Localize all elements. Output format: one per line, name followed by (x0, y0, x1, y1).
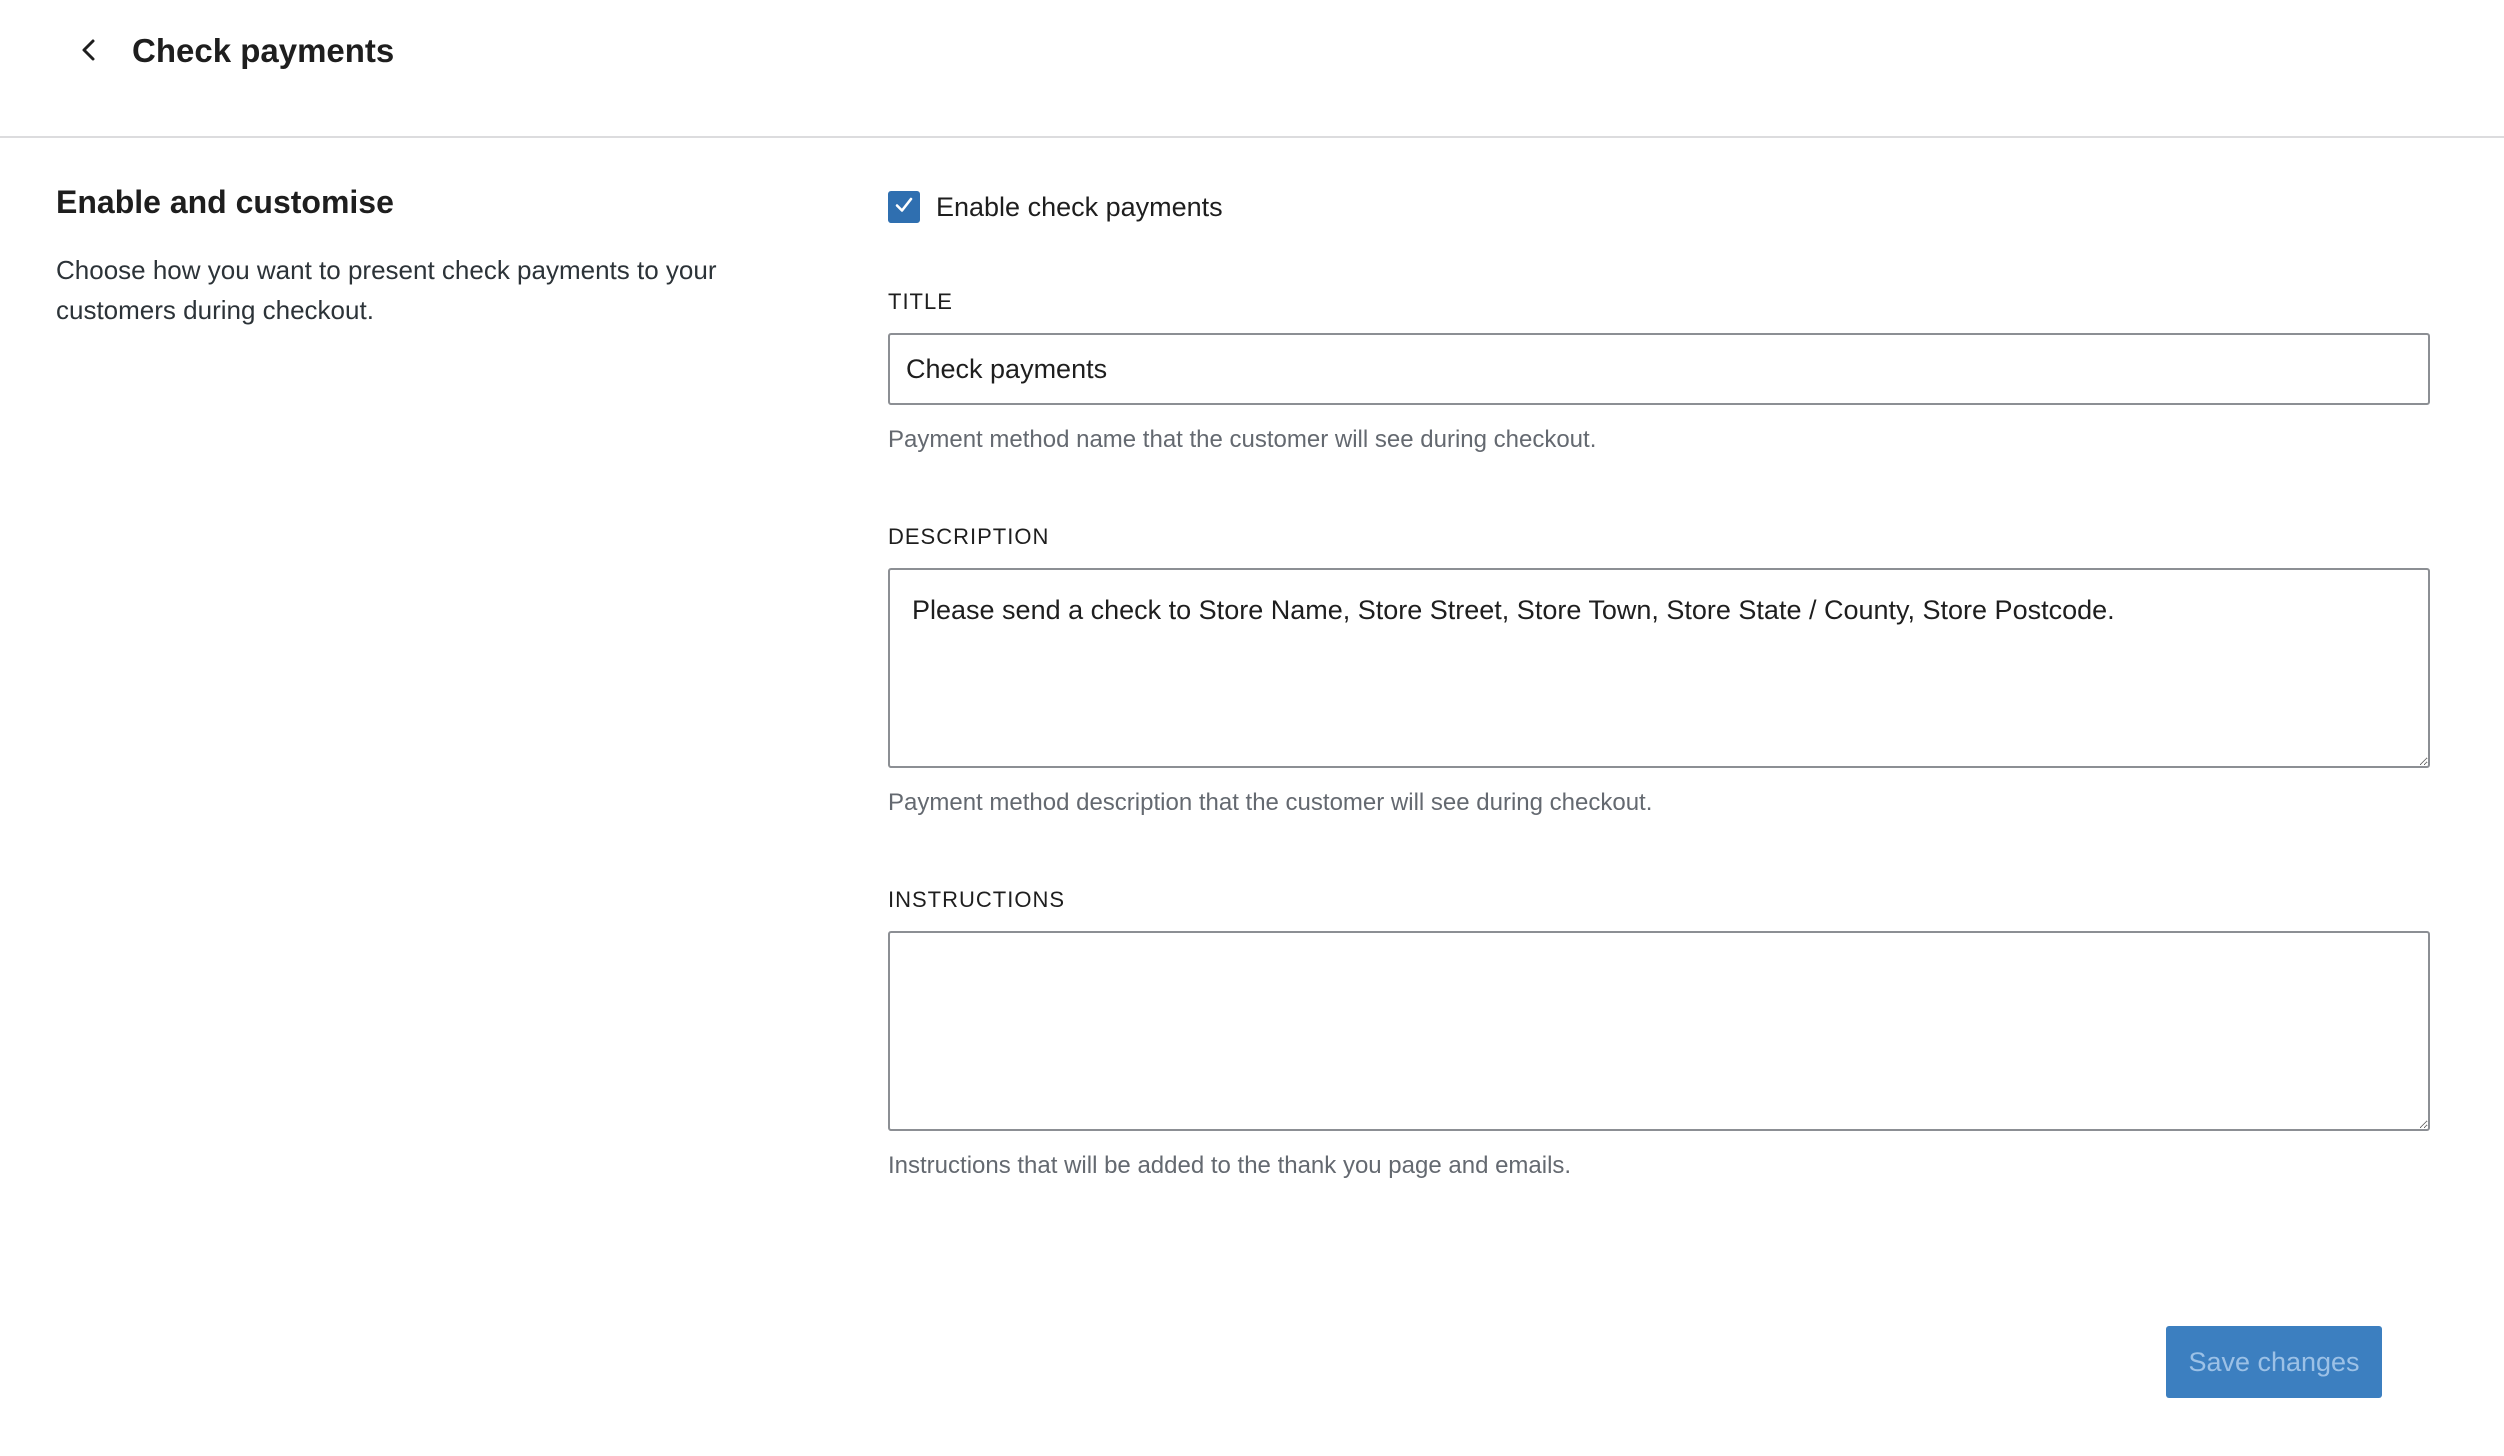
section-description: Choose how you want to present check payments to your customers during checkout. (56, 255, 717, 325)
page-title: Check payments (132, 32, 395, 69)
back-button[interactable] (68, 30, 112, 74)
description-textarea[interactable] (888, 568, 2430, 768)
chevron-left-icon (77, 37, 103, 68)
enable-check-payments-checkbox[interactable] (888, 191, 920, 223)
instructions-field-label: INSTRUCTIONS (888, 887, 1065, 912)
title-field-label: TITLE (888, 289, 953, 314)
page-header (0, 0, 2504, 138)
instructions-textarea[interactable] (888, 931, 2430, 1131)
description-help-text: Payment method description that the customer will see during checkout. (888, 789, 1653, 816)
title-help-text: Payment method name that the customer will see during checkout. (888, 426, 1597, 453)
instructions-help-text: Instructions that will be added to the thank you page and emails. (888, 1152, 1572, 1179)
enable-check-payments-row (888, 190, 1223, 224)
enable-check-payments-label[interactable]: Enable check payments (936, 192, 1223, 222)
title-input[interactable] (888, 333, 2430, 405)
description-field-label: DESCRIPTION (888, 524, 1050, 549)
section-title: Enable and customise (56, 184, 394, 220)
checkmark-icon (893, 194, 915, 221)
save-changes-button[interactable]: Save changes (2166, 1326, 2382, 1398)
